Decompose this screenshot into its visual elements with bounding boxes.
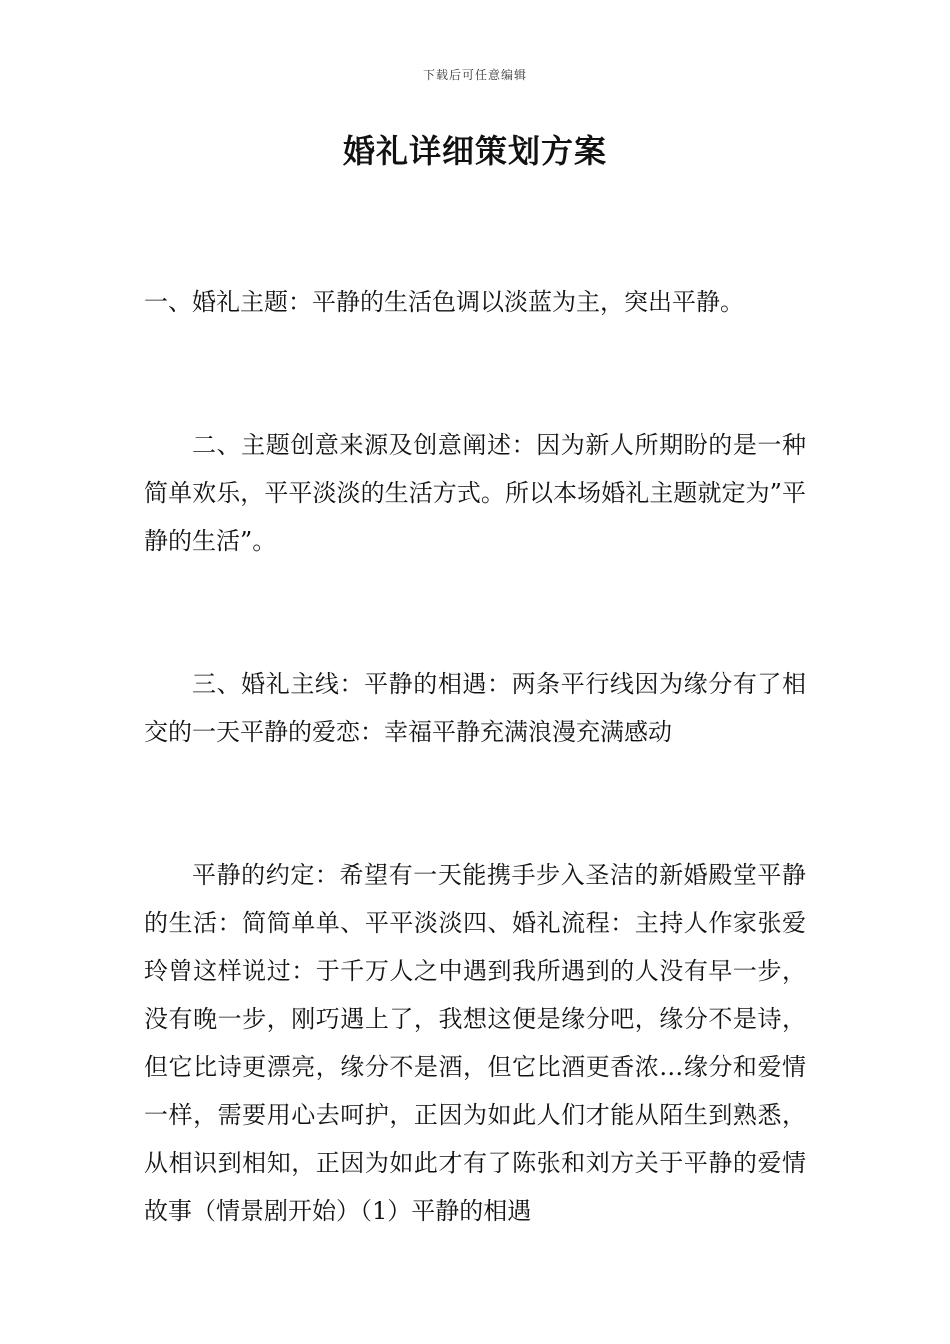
header-note: 下载后可任意编辑 xyxy=(422,68,527,82)
paragraph-spacer xyxy=(144,565,806,612)
paragraph-spacer xyxy=(144,803,806,851)
document-title: 婚礼详细策划方案 xyxy=(342,132,607,170)
paragraph-spacer xyxy=(144,612,806,660)
paragraph-theme: 一、婚礼主题：平静的生活色调以淡蓝为主，突出平静。 xyxy=(144,288,744,316)
paragraph-mainline: 三、婚礼主线：平静的相遇：两条平行线因为缘分有了相交的一天平静的爱恋：幸福平静充满浪漫充满感动 xyxy=(144,670,806,746)
paragraph-spacer xyxy=(144,373,806,421)
paragraph-flow: 平静的约定：希望有一天能携手步入圣洁的新婚殿堂平静的生活：简简单单、平平淡淡四、婚礼流程：主持人作家张爱玲曾这样说过：于千万人之中遇到我所遇到的人没有早一步，没有晚一步，刚巧遇上了，我想这便是缘分吧，缘分不是诗，但它比诗更漂亮，缘分不是酒，但它比酒更香浓…缘分和爱情一样，需要用心去呵护，正因为如此人们才能从陌生到熟悉，从相识到相知，正因为如此才有了陈张和刘方关于平静的爱情故事（情景剧开始）（1）平静的相遇 xyxy=(144,861,806,1225)
paragraph-spacer xyxy=(144,756,806,803)
paragraph-spacer xyxy=(144,326,806,373)
document-body xyxy=(144,278,806,1235)
paragraph-origin: 二、主题创意来源及创意阐述：因为新人所期盼的是一种简单欢乐，平平淡淡的生活方式。所以本场婚礼主题就定为”平静的生活”。 xyxy=(144,431,806,555)
